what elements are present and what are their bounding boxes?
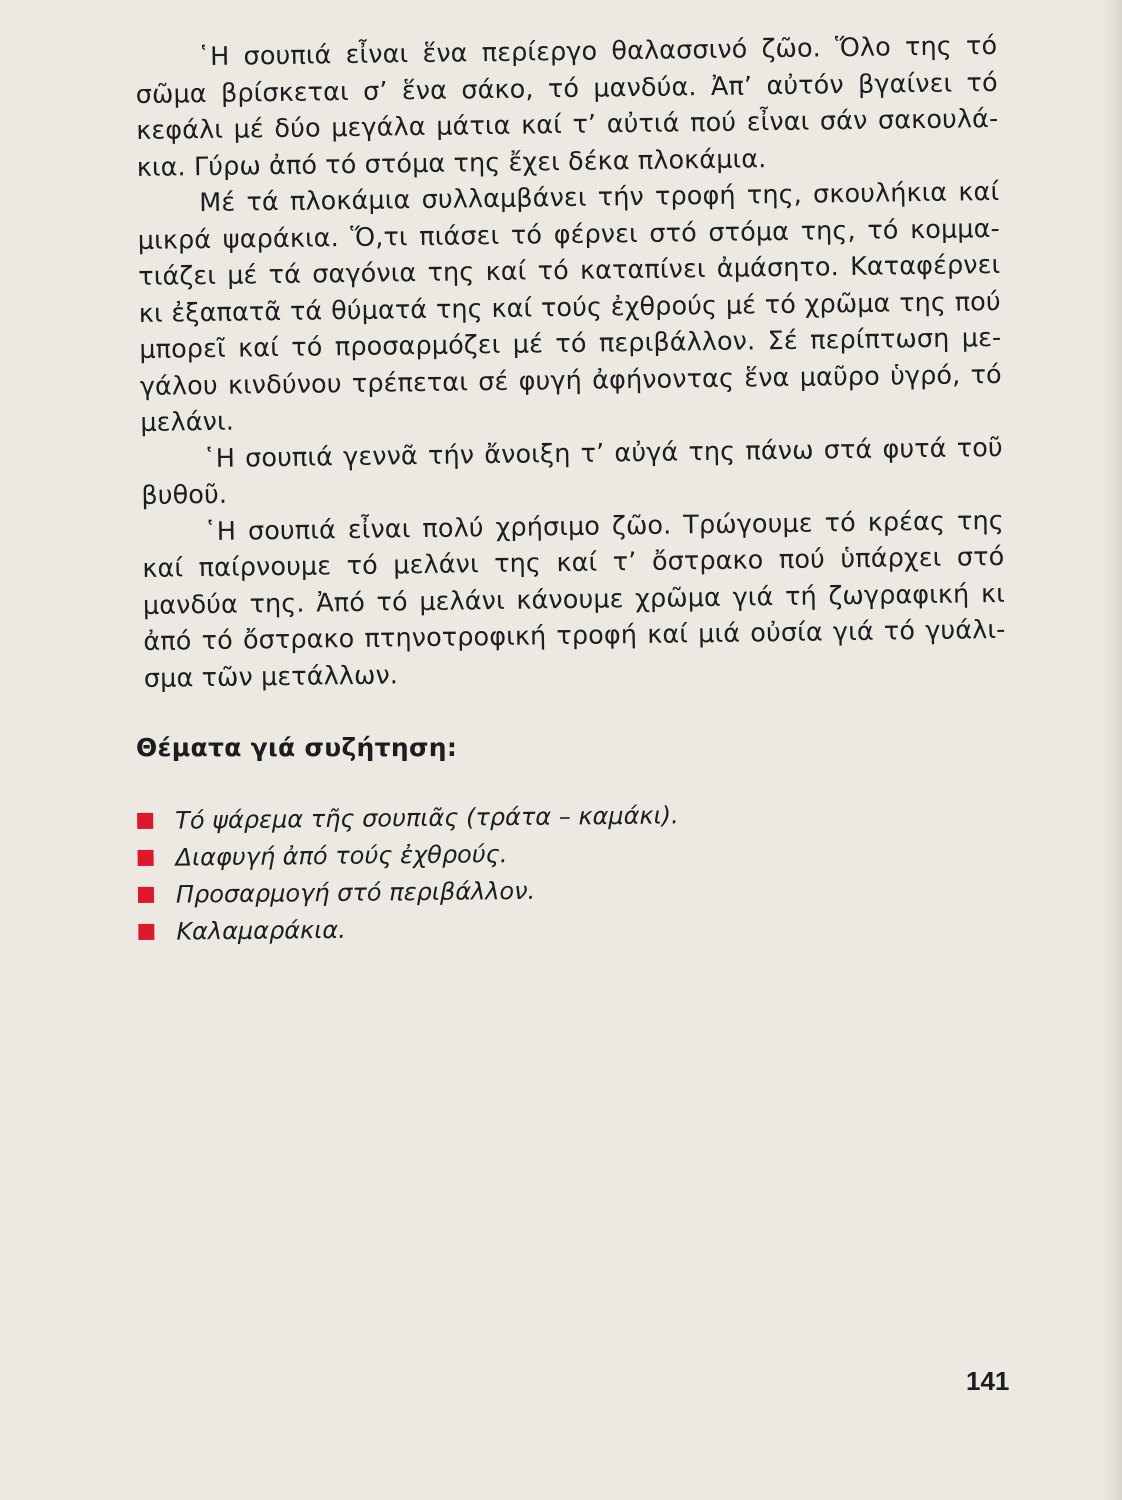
list-item bbox=[138, 906, 838, 950]
topic-text: Τό ψάρεμα τῆς σουπιᾶς (τράτα – καμάκι). bbox=[175, 800, 679, 835]
paragraph-description: ῾Η σουπιά εἶναι ἕνα περίεργο θαλασσινό ζῶο. Ὅλο της τό σῶμα βρίσκεται σ’ ἕνα σάκο, τό μανδύα. Ἀπ’ αὐτόν βγαίνει τό κεφάλι μέ δύο μεγάλα μάτια καί τ’ αὐτιά πού εἶναι σάν σακουλάκια. Γύρω ἀπό τό στόμα της ἔχει δέκα πλοκάμια. bbox=[135, 30, 999, 183]
red-square-bullet-icon bbox=[138, 923, 154, 939]
paragraph-feeding: Μέ τά πλοκάμια συλλαμβάνει τήν τροφή της, σκουλήκια καί μικρά ψαράκια. Ὅ,τι πιάσει τό φέρνει στό στόμα της, τό κομματιάζει μέ τά σαγόνια της καί τό καταπίνει ἀμάσητο. Καταφέρνει κι ἐξαπατᾶ τά θύματά της καί τούς ἐχθρούς μέ τό χρῶμα της πού μπορεῖ καί τό προσαρμόζει μέ τό περιβάλλον. Σέ περίπτωση μεγάλου κινδύνου τρέπεται σέ φυγή ἀφήνοντας ἕνα μαῦρο ὑγρό, τό μελάνι. bbox=[137, 176, 1002, 438]
red-square-bullet-icon bbox=[137, 849, 153, 865]
body-text bbox=[135, 28, 1006, 697]
red-square-bullet-icon bbox=[137, 812, 153, 828]
discussion-topic-list bbox=[137, 795, 839, 950]
paragraph-usefulness: ῾Η σουπιά εἶναι πολύ χρήσιμο ζῶο. Τρώγουμε τό κρέας της καί παίρνουμε τό μελάνι της καί τ’ ὄστρακο πού ὑπάρχει στό μανδύα της. Ἀπό τό μελάνι κάνουμε χρῶμα γιά τή ζωγραφική κι ἀπό τό ὄστρακο πτηνοτροφική τροφή καί μιά οὐσία γιά τό γυάλισμα τῶν μετάλλων. bbox=[142, 505, 1006, 694]
topic-text: Διαφυγή ἀπό τούς ἐχθρούς. bbox=[175, 839, 508, 872]
page-number: 141 bbox=[966, 1366, 1010, 1396]
paragraph-reproduction: ῾Η σουπιά γεννᾶ τήν ἄνοιξη τ’ αὐγά της πάνω στά φυτά τοῦ βυθοῦ. bbox=[141, 432, 1003, 511]
topic-text: Καλαμαράκια. bbox=[176, 915, 346, 946]
page-edge bbox=[1104, 0, 1122, 1500]
discussion-heading: Θέματα γιά συζήτηση: bbox=[136, 733, 458, 762]
red-square-bullet-icon bbox=[138, 886, 154, 902]
topic-text: Προσαρμογή στό περιβάλλον. bbox=[175, 876, 536, 909]
